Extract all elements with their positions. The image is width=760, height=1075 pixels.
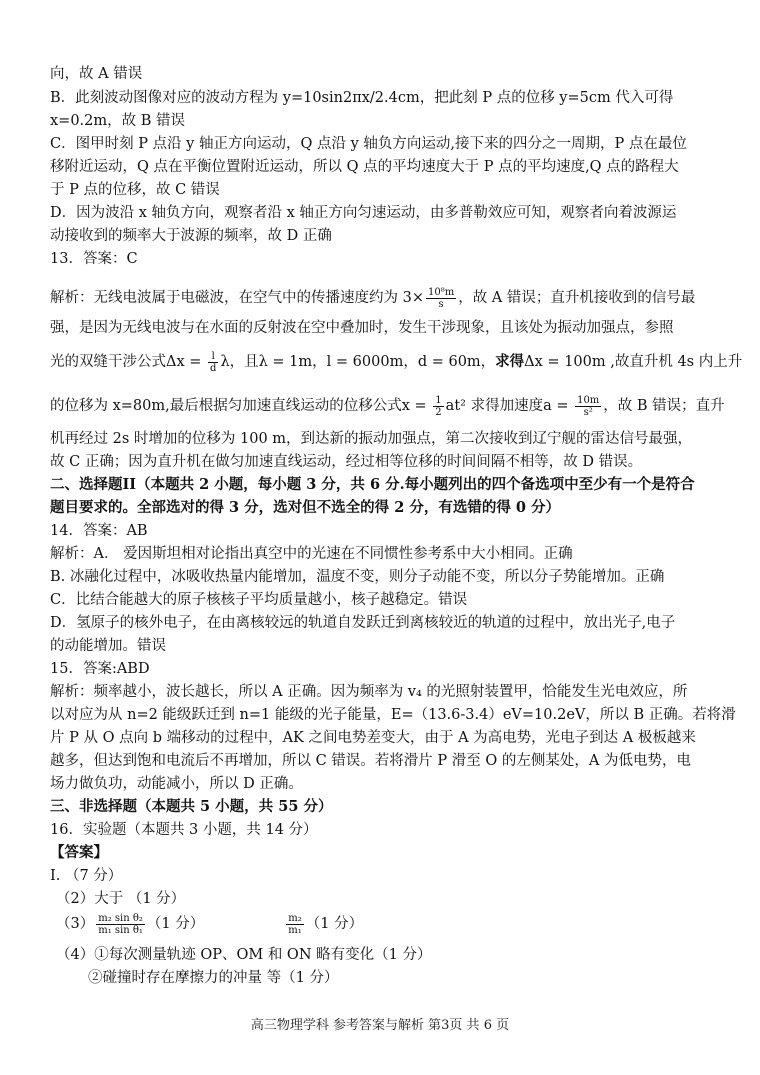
fraction: $\frac{\text{10⁸m}}{s}$ — [427, 286, 455, 310]
text-line: 解析：频率越小，波长越长，所以 A 正确。因为频率为 v₄ 的光照射装置甲，恰能发生光电效应，所 — [50, 684, 688, 700]
text-line: D．氢原子的核外电子，在由离核较远的轨道自发跃迁到离核较近的轨道的过程中，放出光子,电子 — [50, 615, 676, 631]
q16-part-1: I. （7 分） — [50, 868, 123, 884]
section-2-heading: 二、选择题II（本题共 2 小题，每小题 3 分，共 6 分.每小题列出的四个备选项中至少有一个是符合 — [50, 476, 695, 493]
text-line: 越多，但达到饱和电流后不再增加，所以 C 错误。若将滑片 P 滑至 O 的左侧某处，A 为低电势，电 — [50, 753, 691, 769]
q13-line-3 — [50, 346, 743, 378]
q13-line-2: 强，是因为无线电波与在水面的反射波在空中叠加时，发生干涉现象，且该处为振动加强点，参照 — [50, 320, 674, 336]
text-line: 向，故 A 错误 — [50, 66, 143, 82]
text-line: 场力做负功，动能减小，所以 D 正确。 — [50, 776, 303, 792]
q13-text: 解析：无线电波属于电磁波，在空气中的传播速度约为 3× — [50, 290, 424, 306]
q16-item-3 — [56, 908, 726, 940]
q13-line-5: 机再经过 2s 时增加的位移为 100 m，到达新的振动加强点，第二次接收到辽宁舰的雷达信号最强， — [50, 431, 693, 447]
fraction: $\frac{l}{d}$ — [210, 350, 217, 374]
text-line: 移附近运动，Q 点在平衡位置附近运动，所以 Q 点的平均速度大于 P 点的平均速度,Q 点的路程大 — [50, 159, 679, 175]
text-line: D．因为波沿 x 轴负方向，观察者沿 x 轴正方向匀速运动，由多普勒效应可知，观察者向着波源运 — [50, 205, 677, 221]
score-text: （1 分） — [146, 916, 205, 932]
q13-text: at² 求得加速度a = — [445, 398, 574, 414]
text-line: C．图甲时刻 P 点沿 y 轴正方向运动，Q 点沿 y 轴负方向运动,接下来的四分之一周期，P 点在最位 — [50, 136, 687, 152]
fraction: $\frac{\text{m₂ sin θ₂}}{\text{m₁ sin θ₁}}$ — [98, 912, 143, 936]
section-3-heading: 三、非选择题（本题共 5 小题，共 55 分） — [50, 798, 333, 815]
fraction: $\frac{\text{m₂}}{\text{m₁}}$ — [288, 912, 302, 936]
fraction: $\frac{1}{2}$ — [435, 394, 442, 418]
text-line: 动接收到的频率大于波源的频率，故 D 正确 — [50, 228, 332, 244]
text-line: 片 P 从 O 点向 b 端移动的过程中，AK 之间电势差变大，由于 A 为高电势，光电子到达 A 极板越来 — [50, 730, 696, 746]
q13-text: ，故 A 错误；直升机接收到的信号最 — [458, 290, 696, 306]
q13-text: ，故 B 错误；直升 — [603, 398, 725, 414]
text-line: B．此刻波动图像对应的波动方程为 y=10sin2πx/2.4cm，把此刻 P 点的位移 y=5cm 代入可得 — [50, 90, 674, 106]
q13-text: Δx = 100m ,故直升机 4s 内上升 — [524, 354, 743, 370]
text-line: 于 P 点的位移，故 C 错误 — [50, 182, 220, 198]
q13-line-1 — [50, 282, 720, 314]
page-footer: 高三物理学科 参考答案与解析 第3页 共 6 页 — [250, 1018, 510, 1033]
score-text: （1 分） — [305, 916, 364, 932]
answer-tag: 【答案】 — [50, 844, 108, 861]
text-line: 以对应为从 n=2 能级跃迁到 n=1 能级的光子能量，E=（13.6-3.4）eV=10.2eV，所以 B 正确。若将滑 — [50, 707, 736, 723]
section-2-heading: 题目要求的。全部选对的得 3 分，选对但不选全的得 2 分，有选错的得 0 分） — [50, 499, 561, 516]
answer-15: 15．答案:ABD — [50, 661, 150, 677]
fraction: $\frac{10m}{\text{s²}}$ — [577, 394, 600, 418]
q13-bold-text: 求得 — [495, 353, 525, 370]
q16-item-4: （4）①每次测量轨迹 OP、OM 和 ON 略有变化（1 分） — [56, 947, 432, 963]
item-label: （3） — [56, 916, 95, 932]
q13-line-6: 故 C 正确；因为直升机在做匀加速直线运动，经过相等位移的时间间隔不相等，故 D 错误。 — [50, 454, 643, 470]
q13-text: λ，且λ = 1m，l = 6000m，d = 60m， — [220, 354, 496, 370]
q13-text: 光的双缝干涉公式Δx = — [50, 354, 207, 370]
text-line: 的动能增加。错误 — [50, 638, 166, 654]
text-line: C．比结合能越大的原子核核子平均质量越小，核子越稳定。错误 — [50, 592, 468, 608]
q16-item-4b: ②碰撞时存在摩擦力的冲量 等（1 分） — [88, 970, 339, 986]
text-line: B. 冰融化过程中，冰吸收热量内能增加，温度不变，则分子动能不变，所以分子势能增加。正确 — [50, 569, 665, 585]
q13-text: 的位移为 x=80m,最后根据匀加速直线运动的位移公式x = — [50, 398, 432, 414]
text-line: 解析：A． 爱因斯坦相对论指出真空中的光速在不同惯性参考系中大小相同。正确 — [50, 546, 573, 562]
answer-14: 14．答案：AB — [50, 523, 148, 539]
text-line: x=0.2m，故 B 错误 — [50, 113, 186, 129]
q16-title: 16．实验题（本题共 3 小题，共 14 分） — [50, 822, 318, 838]
q13-line-4 — [50, 390, 725, 422]
answer-13: 13．答案：C — [50, 251, 138, 267]
q16-item-2: （2）大于 （1 分） — [56, 891, 186, 907]
